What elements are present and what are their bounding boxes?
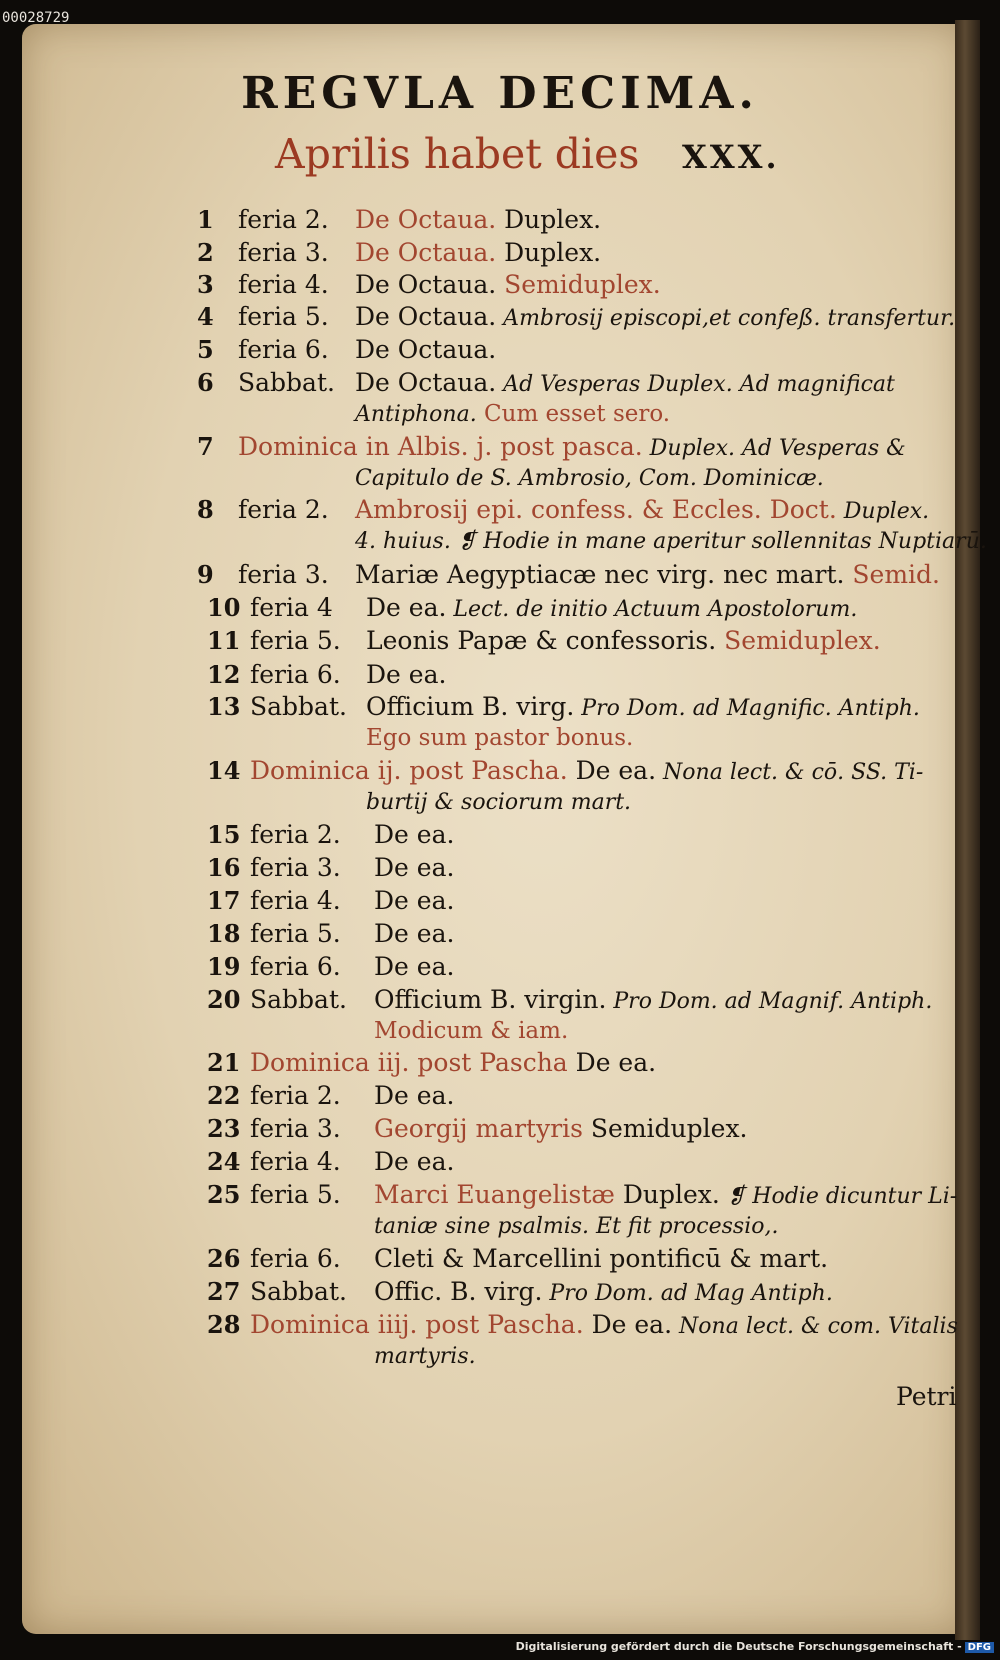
entry-continuation (355, 528, 987, 554)
day-number: 17 (207, 886, 241, 915)
weekday: feria 5. (238, 302, 329, 331)
entry-continuation (374, 1213, 778, 1239)
entry-text (374, 1081, 454, 1110)
entry-text (366, 692, 920, 721)
red-rubric: Semiduplex. (716, 626, 881, 655)
month-days: XXX. (682, 138, 780, 176)
weekday: feria 2. (238, 205, 329, 234)
italic-note: Pro Dom. ad Mag Antiph. (542, 1281, 833, 1306)
italic-note: Pro Dom. ad Magnific. Antiph. (574, 696, 920, 721)
italic-note: Pro Dom. ad Magnif. Antiph. (606, 989, 933, 1014)
day-number: 27 (207, 1277, 241, 1306)
italic-note: Nona lect. & cō. SS. Ti- (656, 760, 924, 785)
entry-black: De ea. (374, 919, 455, 948)
weekday: Sabbat. (250, 692, 347, 721)
entry-continuation (374, 1343, 476, 1369)
red-rubric: Dominica ij. post Pascha. (250, 756, 568, 785)
entry-continuation (366, 789, 631, 815)
entry-text (250, 756, 923, 785)
day-number: 14 (207, 756, 241, 785)
weekday: feria 2. (238, 495, 329, 524)
entry-text (355, 560, 940, 589)
day-number: 9 (197, 560, 214, 589)
weekday: feria 5. (250, 1180, 341, 1209)
entry-text (355, 495, 929, 524)
entry-continuation (374, 1018, 568, 1044)
entry-black: De ea. (583, 1310, 673, 1339)
entry-text (250, 1048, 656, 1077)
entry-black: De ea. (374, 952, 455, 981)
weekday: feria 4. (250, 1147, 341, 1176)
red-rubric: Ego sum pastor bonus. (366, 725, 634, 751)
day-number: 24 (207, 1147, 241, 1176)
weekday: feria 4 (250, 593, 333, 622)
entry-text (374, 952, 454, 981)
dfg-logo-icon: DFG (965, 1642, 994, 1653)
footer-text: Digitalisierung gefördert durch die Deutsche Forschungsgemeinschaft - (515, 1640, 962, 1653)
weekday: feria 6. (250, 1244, 341, 1273)
red-rubric: De Octaua. (355, 205, 497, 234)
entry-black: Cleti & Marcellini pontificū & mart. (374, 1244, 829, 1273)
day-number: 23 (207, 1114, 241, 1143)
entry-black: De ea. (374, 1081, 455, 1110)
weekday: feria 5. (250, 626, 341, 655)
entry-text (366, 626, 881, 655)
entry-text (355, 270, 661, 299)
entry-black: De ea. (567, 1048, 657, 1077)
weekday: feria 6. (238, 335, 329, 364)
weekday: Sabbat. (250, 985, 347, 1014)
day-number: 5 (197, 335, 214, 364)
red-rubric: Dominica iiij. post Pascha. (250, 1310, 584, 1339)
day-number: 3 (197, 270, 214, 299)
red-rubric: Modicum & iam. (374, 1018, 569, 1044)
entry-black: De Octaua. (355, 302, 497, 331)
italic-note: ❡ Hodie dicuntur Li- (719, 1184, 958, 1209)
red-rubric: Cum esset sero. (476, 401, 671, 427)
weekday: feria 3. (238, 560, 329, 589)
weekday: feria 2. (250, 820, 341, 849)
entry-text (355, 302, 955, 331)
weekday: feria 6. (250, 952, 341, 981)
day-number: 21 (207, 1048, 241, 1077)
day-number: 4 (197, 302, 214, 331)
day-number: 19 (207, 952, 241, 981)
entry-black: Officium B. virg. (366, 692, 575, 721)
day-number: 6 (197, 368, 214, 397)
footer (516, 1640, 994, 1653)
entry-text (366, 593, 857, 622)
day-number: 2 (197, 238, 214, 267)
entry-text (374, 820, 454, 849)
day-number: 16 (207, 853, 241, 882)
day-number: 8 (197, 495, 214, 524)
weekday: feria 4. (238, 270, 329, 299)
weekday: feria 3. (250, 1114, 341, 1143)
entry-black: De ea. (567, 756, 657, 785)
day-number: 1 (197, 205, 214, 234)
weekday: feria 6. (250, 660, 341, 689)
entry-black: De ea. (374, 886, 455, 915)
entry-black: Duplex. (496, 238, 602, 267)
running-head: REGVLA DECIMA. (241, 68, 759, 119)
italic-note: Capitulo de S. Ambrosio, Com. Dominicæ. (355, 466, 824, 491)
entry-text (355, 368, 895, 397)
weekday: Sabbat. (238, 368, 335, 397)
page-edge (955, 20, 980, 1640)
entry-black: De ea. (374, 853, 455, 882)
entry-black: De ea. (374, 1147, 455, 1176)
italic-note: Ambrosij episcopi,et confeß. transfertur. (496, 306, 956, 331)
day-number: 26 (207, 1244, 241, 1273)
italic-note: taniæ sine psalmis. Et fit processio,. (374, 1214, 779, 1239)
day-number: 28 (207, 1310, 241, 1339)
entry-text (238, 432, 906, 461)
entry-text (374, 1244, 828, 1273)
entry-black: De ea. (366, 593, 447, 622)
red-rubric: Dominica iij. post Pascha (250, 1048, 568, 1077)
entry-black: Semiduplex. (582, 1114, 748, 1143)
entry-black: Mariæ Aegyptiacæ nec virg. nec mart. (355, 560, 845, 589)
weekday: feria 5. (250, 919, 341, 948)
entry-text (355, 205, 601, 234)
entry-text (355, 335, 496, 364)
entry-text (250, 1310, 958, 1339)
italic-note: 4. huius. ❡ Hodie in mane aperitur sollennitas Nuptiarū. (355, 529, 987, 554)
entry-black: De Octaua. (355, 270, 497, 299)
entry-black: De Octaua. (355, 335, 497, 364)
entry-text (355, 238, 601, 267)
italic-note: Nona lect. & com. Vitalis (672, 1314, 958, 1339)
day-number: 13 (207, 692, 241, 721)
weekday: feria 4. (250, 886, 341, 915)
entry-text (374, 1180, 957, 1209)
day-number: 12 (207, 660, 241, 689)
day-number: 22 (207, 1081, 241, 1110)
day-number: 10 (207, 593, 241, 622)
entry-black: Officium B. virgin. (374, 985, 607, 1014)
entry-black: De ea. (374, 820, 455, 849)
day-number: 7 (197, 432, 214, 461)
italic-note: Duplex. (836, 499, 930, 524)
red-rubric: Semid. (844, 560, 941, 589)
weekday: feria 2. (250, 1081, 341, 1110)
day-number: 25 (207, 1180, 241, 1209)
entry-black: De ea. (366, 660, 447, 689)
red-rubric: Georgij martyris (374, 1114, 583, 1143)
catchword: Petri (896, 1382, 957, 1411)
weekday: feria 3. (238, 238, 329, 267)
entry-continuation (355, 401, 670, 427)
red-rubric: Ambrosij epi. confess. & Eccles. Doct. (355, 495, 837, 524)
entry-black: Duplex. (496, 205, 602, 234)
entry-black: De Octaua. (355, 368, 497, 397)
weekday: Sabbat. (250, 1277, 347, 1306)
red-rubric: Semiduplex. (496, 270, 661, 299)
month-title: Aprilis habet dies (275, 130, 640, 178)
entry-continuation (355, 465, 824, 491)
entry-text (374, 919, 454, 948)
red-rubric: De Octaua. (355, 238, 497, 267)
italic-note: Ad Vesperas Duplex. Ad magnificat (496, 372, 895, 397)
day-number: 11 (207, 626, 241, 655)
entry-black: Leonis Papæ & confessoris. (366, 626, 717, 655)
weekday: feria 3. (250, 853, 341, 882)
day-number: 20 (207, 985, 241, 1014)
red-rubric: Marci Euangelistæ (374, 1180, 615, 1209)
entry-text (374, 985, 932, 1014)
italic-note: Lect. de initio Actuum Apostolorum. (446, 597, 858, 622)
italic-note: Antiphona. (355, 402, 477, 427)
scan-id: 00028729 (2, 10, 70, 26)
entry-text (374, 853, 454, 882)
red-rubric: Dominica in Albis. j. post pasca. (238, 432, 643, 461)
entry-text (374, 886, 454, 915)
entry-continuation (366, 725, 633, 751)
entry-text (366, 660, 446, 689)
entry-black: Duplex. (614, 1180, 720, 1209)
entry-text (374, 1277, 833, 1306)
italic-note: martyris. (374, 1344, 476, 1369)
entry-black: Offic. B. virg. (374, 1277, 543, 1306)
entry-text (374, 1147, 454, 1176)
italic-note: Duplex. Ad Vesperas & (642, 436, 906, 461)
day-number: 18 (207, 919, 241, 948)
entry-text (374, 1114, 748, 1143)
day-number: 15 (207, 820, 241, 849)
italic-note: burtij & sociorum mart. (366, 790, 632, 815)
